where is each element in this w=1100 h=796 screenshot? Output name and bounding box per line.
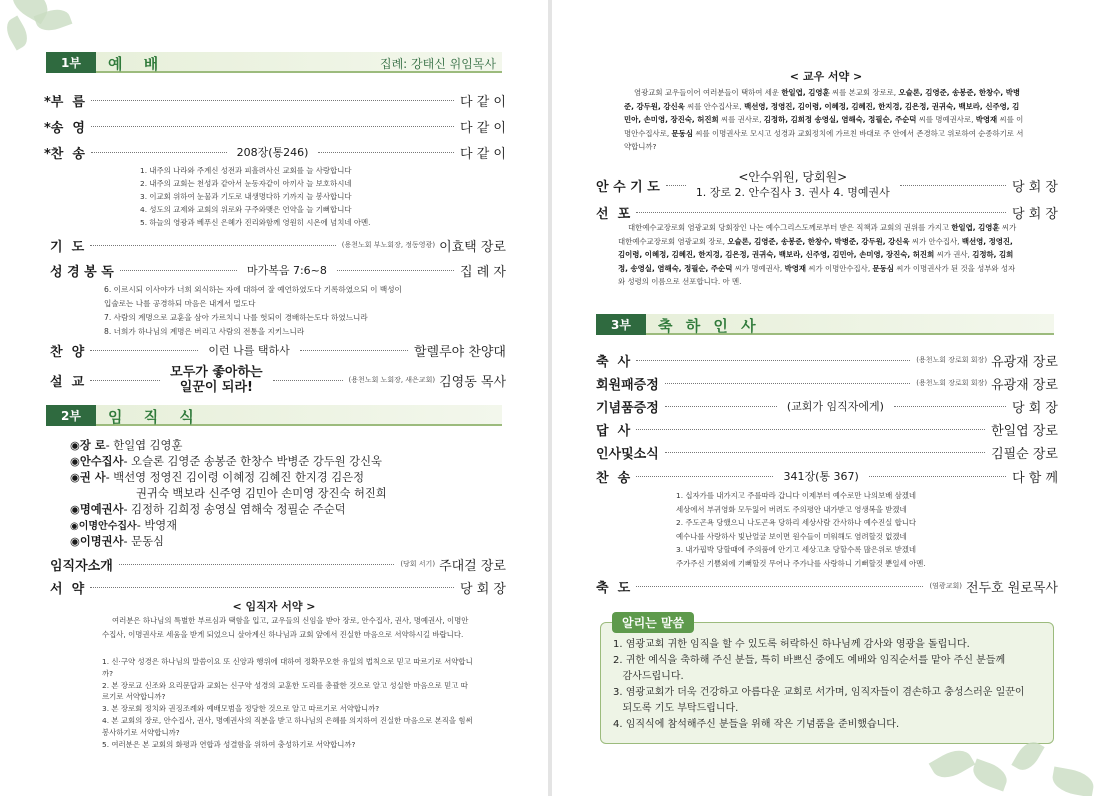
oath-intro: 여러분은 하나님의 특별한 부르심과 택함을 입고, 교우들의 신임을 받아 장로, 안수집사, 권사, 명예권사, 이명안수집사, 이명권사로 세움을 받게 되었으니 살아계신 하나님과 교회 앞에서 진실한 마음으로 서약하시길 바랍니다. [102,616,469,639]
congregation-oath-text: 염광교회 교우들이어 여러분들이 택하여 세운 한일엽, 김영훈 씨를 본교회 장로로, 오슬론, 김영준, 송봉준, 한창수, 박병준, 강두원, 강신욱 씨를 안수집사로, 백선영, 정영진, 김이령, 이혜정, 김혜진, 한지경, 김은정, 권귀숙, 백보라, 신주영, 김민아, 손미영, 장진숙, 허진희 씨를 권사로, 김정하, 김희정 송영실, 염해숙, 정필순, 주순덕 씨를 명예권사로, 박영재 씨를 이명안수집사로, 문동심 씨를 이명권사로 모시고 성경과 교회정치에 가르친 바대로 주 안에서 존경하고 위로하여 순종하기로 서약합니까? [624,88,1024,152]
left-page [0,0,548,796]
officer-row: ◉이명안수집사 - 박영재 [70,519,178,532]
order-doxology: *송 영 다 같 이 [44,120,506,136]
order-congratulation: 축 사 (용천노회 장로회 회장) 유광재 장로 [596,354,1058,370]
section-title: 예 배 [108,55,167,73]
order-scripture: 성 경 봉 독 마가복음 7:6~8 집 례 자 [50,264,506,280]
order-oath: 서 약 당 회 장 [50,581,506,597]
scripture-text: 6. 이르시되 이사야가 너희 외식하는 자에 대하여 잘 예언하였도다 기록하였으되 이 백성이 입술로는 나를 공경하되 마음은 내게서 멀도다 7. 사람의 계명으로 교훈을 삼아 가르치니 나를 헛되이 경배하는도다 하였느니라 8. 너희가 하나님의 계명은 버리고 사람의 전통을 지키느니라 [104,285,402,336]
order-ordination-prayer: 안 수 기 도 <안수위원, 당회원> 1. 장로 2. 안수집사 3. 권사 4. 명예권사 당 회 장 [596,170,1058,199]
hymn-lyrics: 1. 내주의 나라와 주계신 성전과 피흘려사신 교회를 늘 사랑합니다 2. 내주의 교회는 천성과 같아서 눈동자같이 아끼사 늘 보호하시네 3. 이교회 위하여 눈물과 기도로 내생명다하 기까지 늘 봉사합니다 4. 성도의 교제와 교회의 위로와 구주와맺은 언약을 늘 기뻐합니다 5. 하늘의 영광과 베푸신 은혜가 진리와함께 영원히 시온에 넘치네 아멘. [140,166,371,227]
leaf-decoration [1050,767,1096,796]
notice-list: 1. 염광교회 귀한 임직을 할 수 있도록 허락하신 하나님께 감사와 영광을 돌립니다. 2. 귀한 예식을 축하해 주신 분들, 특히 바쁘신 중에도 예배와 임직순서를 맡아 주신 분들께 감사드립니다. 3. 염광교회가 더욱 건강하고 아름다운 교회로 서가며, 임직자들이 겸손하고 충성스러운 일꾼이 되도록 기도 부탁드립니다. 4. 임직식에 참석해주신 분들을 위해 작은 기념품을 준비했습니다. [613,639,1025,730]
hymn-lyrics: 1. 십자가를 내가지고 주를따라 갑니다 이제부터 예수로만 나의보배 삼겠네 세상에서 부귀영화 모두잃어 버려도 주의평안 내가받고 영생복을 받겠네 2. 주도곤욕 당했으니 나도곤욕 당하리 세상사람 간사하나 예수진실 합니다 예수나를 사랑하사 빛난얼굴 보이면 원수들이 미워해도 염려할것 없겠네 3. 내가핍박 당할때에 주의품에 안기고 세상고초 당할수록 많은위로 받겠네 주가주신 기쁨외에 기뻐할것 무어나 주가나를 사랑하니 기뻐할것 뿐일세 아멘. [676,491,926,568]
order-closing-hymn: 찬 송 341장(통 367) 다 함 께 [596,470,1059,486]
leaf-decoration [929,744,976,785]
section-3-header [596,314,1054,335]
order-announcements: 인사및소식 김필순 장로 [596,446,1058,462]
sermon-title: 모두가 좋아하는 일꾼이 되라! [170,365,263,395]
leaf-decoration [2,16,33,51]
oath-title: < 임직자 서약 > [232,600,316,613]
section-number: 2부 [46,405,96,426]
worship-leader: 집례: 강태신 위임목사 [379,57,496,71]
order-anthem: 찬 양 이런 나를 택하사 할렐루야 찬양대 [50,344,506,360]
order-benediction: 축 도 (염광교회) 전두호 원로목사 [596,580,1058,596]
officer-row: 권귀숙 백보라 신주영 김민아 손미영 장진숙 허진희 [136,487,387,500]
notice-title: 알리는 말씀 [612,612,694,633]
order-response: 답 사 한일엽 장로 [596,423,1058,439]
section-number: 3부 [596,314,646,335]
officer-row: ◉이명권사 - 문동심 [70,535,164,548]
proclamation-text: 대한예수교장로회 염광교회 당회장인 나는 예수그리스도께로부터 받은 직책과 교회의 권위를 가지고 한일엽, 김영훈 씨가 대한예수교장로회 염광교회 장로, 오슬론, 김영준, 송봉준, 한창수, 박병준, 강두원, 강신욱 씨가 안수집사, 백선영, 정영진, 김이령, 이혜정, 김혜진, 한지경, 김은정, 권귀숙, 백보라, 신주영, 김민아, 손미영, 장진숙, 허진희 씨가 권사, 김정하, 김희정, 송영실, 염해숙, 정필순, 주순덕 씨가 명예권사, 박영재 씨가 이명안수집사, 문동심 씨가 이명권사가 된 것을 성부와 성자와 성령의 이름으로 선포합니다. 아 멘. [618,223,1017,287]
section-title: 축 하 인 사 [658,317,760,335]
ordination-committee: <안수위원, 당회원> 1. 장로 2. 안수집사 3. 권사 4. 명예권사 [695,170,890,199]
section-number: 1부 [46,52,96,73]
leaf-decoration [969,759,1010,792]
congregation-oath-title: < 교우 서약 > [789,70,863,83]
order-call: *부 름 다 같 이 [44,94,506,110]
order-hymn: *찬 송 208장(통246) 다 같 이 [44,146,506,162]
section-1-header [46,52,502,73]
order-gift: 기념품증정 (교회가 임직자에게) 당 회 장 [596,400,1058,416]
order-plaque: 회원패증정 (용천노회 장로회 회장) 유광재 장로 [596,377,1058,393]
section-2-header [46,405,502,426]
order-proclamation: 선 포 당 회 장 [596,206,1058,222]
officer-row: ◉권 사 - 백선영 정영진 김이령 이혜정 김혜진 한지경 김은정 [70,471,365,484]
officer-row: ◉안수집사 - 오슬론 김영준 송봉준 한창수 박병준 강두원 강신욱 [70,455,382,468]
right-page [552,0,1100,796]
order-prayer: 기 도 (용천노회 부노회장, 정동영광) 이효택 장로 [50,239,506,255]
officer-row: ◉명예권사 - 김정하 김희정 송영실 염해숙 정필순 주순덕 [70,503,346,516]
order-introduction: 임직자소개 (당회 서기) 주대걸 장로 [50,558,506,574]
order-sermon: 설 교 모두가 좋아하는 일꾼이 되라! (용천노회 노회장, 새은교회) 김영동 목사 [50,365,507,395]
officer-row: ◉장 로 - 한일엽 김영훈 [70,439,183,452]
notice-box [600,622,1054,744]
section-title: 임 직 식 [108,408,202,426]
oath-items: 1. 신·구약 성경은 하나님의 말씀이요 또 신앙과 행위에 대하여 정확무오한 유일의 법칙으로 믿고 따르기로 서약합니까? 2. 본 장로교 신조와 요리문답과 교회는 신구약 성경의 교훈한 도리를 총괄한 것으로 알고 성실한 마음으로 믿고 따르기로 서약합니까? 3. 본 장로회 정치와 권징조례와 예배모범을 정당한 것으로 알고 따르기로 서약합니까? 4. 본 교회의 장로, 안수집사, 권사, 명예권사의 직분을 받고 하나님의 은혜를 의지하여 진실한 마음으로 본직을 힘써 봉사하기로 서약합니까? 5. 여러분은 본 교회의 화평과 연합과 성결함을 위하여 충성하기로 서약합니까? [102,657,473,749]
